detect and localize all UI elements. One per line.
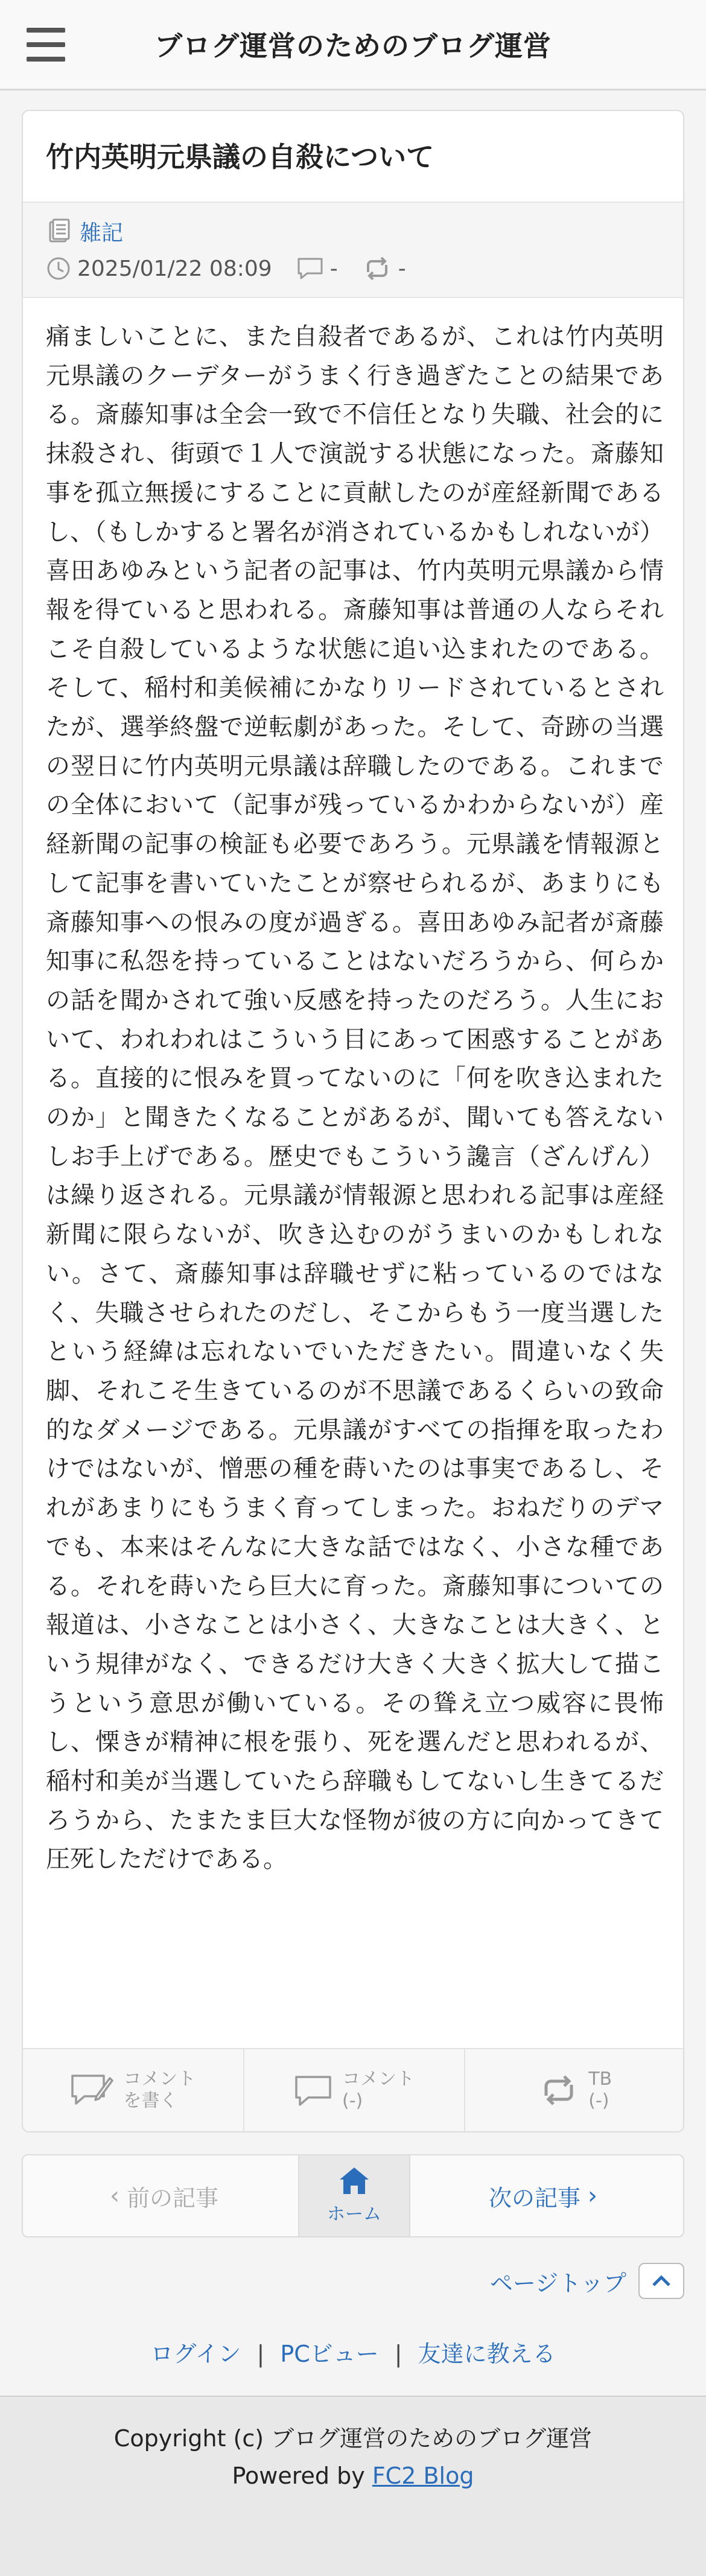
trackback-label-2: (-) — [588, 2090, 609, 2111]
entry-card — [22, 110, 684, 2132]
home-label: ホーム — [327, 2204, 381, 2225]
chevron-up-icon — [651, 2274, 672, 2288]
chevron-left-icon: ‹ — [109, 2182, 119, 2210]
date-row — [46, 256, 406, 281]
write-comment-label-2: を書く — [123, 2090, 178, 2111]
trackback-label-1: TB — [588, 2069, 612, 2090]
trackback-count[interactable]: - — [398, 256, 406, 281]
site-footer — [0, 2396, 706, 2576]
chevron-right-icon: › — [588, 2182, 597, 2210]
clock-icon — [46, 256, 71, 281]
tell-friend-link[interactable]: 友達に教える — [418, 2341, 556, 2367]
category-link[interactable]: 雑記 — [80, 221, 124, 246]
write-comment-button[interactable] — [23, 2049, 244, 2131]
login-link[interactable]: ログイン — [150, 2341, 241, 2367]
category-row — [46, 216, 123, 247]
comments-label-2: (-) — [342, 2090, 363, 2111]
pc-view-link[interactable]: PCビュー — [280, 2341, 379, 2367]
comment-icon — [294, 2073, 332, 2107]
entry-pager — [22, 2154, 684, 2237]
home-button[interactable] — [298, 2155, 410, 2236]
page-top-button[interactable] — [638, 2263, 684, 2299]
comment-icon[interactable] — [296, 256, 324, 281]
write-comment-icon — [70, 2072, 113, 2108]
trackback-button[interactable] — [465, 2049, 684, 2131]
next-entry-label: 次の記事 — [488, 2184, 580, 2212]
prev-entry-label: 前の記事 — [126, 2184, 218, 2212]
page-top-label[interactable]: ページトップ — [489, 2269, 626, 2297]
copyright: Copyright (c) ブログ運営のためのブログ運営 — [113, 2425, 593, 2452]
trackback-icon[interactable] — [362, 256, 392, 281]
home-icon — [339, 2166, 370, 2195]
comments-label-1: コメント — [342, 2069, 415, 2090]
site-header — [0, 0, 706, 91]
footer-links — [0, 2335, 706, 2368]
fc2-blog-link[interactable]: FC2 Blog — [372, 2463, 474, 2489]
prev-entry-button[interactable] — [23, 2155, 298, 2236]
entry-body: 痛ましいことに、また自殺者であるが、これは竹内英明元県議のクーデターがうまく行き過ぎたことの結果である。斎藤知事は全会一致で不信任となり失職、社会的に抹殺され、街頭で１人で演説する状態になった。斎藤知事を孤立無援にすることに貢献したのが産経新聞であるし、（もしかすると署名が消されているかもしれないが）喜田あゆみという記者の記事は、竹内英明元県議から情報を得ていると思われる。斎藤知事は普通の人ならそれこそ自殺しているような状態に追い込まれたのである。そして、稲村和美候補にかなりリードされているとされたが、選挙終盤で逆転劇があった。そして、奇跡の当選の翌日に竹内英明元県議は辞職したのである。これまでの全体において（記事が残っているかわからないが）産経新聞の記事の検証も必要であろう。元県議を情報源として記事を書いていたことが察せられるが、あまりにも斎藤知事への恨みの度が過ぎる。喜田あゆみ記者が斎藤知事に私怨を持っていることはないだろうから、何らかの話を聞かされて強い反感を持ったのだろう。人生において、われわれはこういう目にあって困惑することがある。直接的に恨みを買ってないのに「何を吹き込まれたのか」と聞きたくなることがあるが、聞いても答えないしお手上げである。歴史でもこういう讒言（ざんげん）は繰り返される。元県議が情報源と思われる記事は産経新聞に限らないが、吹き込むのがうまいのかもしれない。さて、斎藤知事は辞職せずに粘っているのではなく、失職させられたのだし、そこからもう一度当選したという経緯は忘れないでいただきたい。間違いなく失脚、それこそ生きているのが不思議であるくらいの致命的なダメージである。元県議がすべての指揮を取ったわけではないが、憎悪の種を蒔いたのは事実であるし、それがあまりにもうまく育ってしまった。おねだりのデマでも、本来はそんなに大きな話ではなく、小さな種である。それを蒔いたら巨大に育った。斎藤知事についての報道は、小さなことは小さく、大きなことは大きく、という規律がなく、できるだけ大きく大きく拡大して描こうという意思が働いている。その聳え立つ威容に畏怖し、慄きが精神に根を張り、死を選んだと思われるが、稲村和美が当選していたら辞職もしてないし生きてるだろうから、たまたま巨大な怪物が彼の方に向かってきて圧死しただけである。 — [46, 323, 664, 1874]
link-separator: | — [394, 2341, 402, 2367]
link-separator: | — [256, 2341, 265, 2367]
entry-date: 2025/01/22 08:09 — [77, 256, 272, 281]
category-folder-icon — [46, 218, 72, 245]
powered-by — [0, 2457, 706, 2495]
page-top-link[interactable] — [490, 2263, 684, 2299]
entry-title: 竹内英明元県議の自殺について — [46, 141, 434, 173]
trackback-icon — [539, 2074, 579, 2107]
entry-meta — [23, 202, 684, 298]
write-comment-label-1: コメント — [123, 2069, 196, 2090]
next-entry-button[interactable] — [410, 2155, 683, 2236]
entry-action-bar — [23, 2048, 684, 2131]
powered-by-prefix: Powered by — [232, 2463, 372, 2489]
comments-button[interactable] — [244, 2049, 466, 2131]
comment-count[interactable]: - — [329, 256, 338, 281]
site-title[interactable]: ブログ運営のためのブログ運営 — [154, 30, 552, 62]
